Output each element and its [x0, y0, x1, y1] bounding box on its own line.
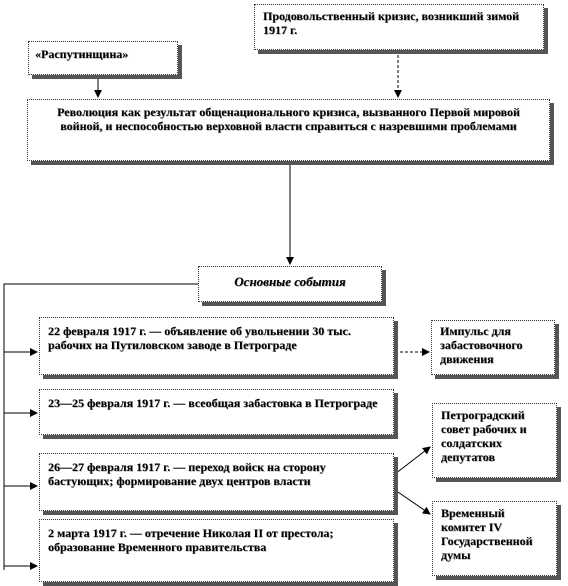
box-petrograd-soviet — [432, 403, 557, 478]
provisional-committee-text: Временный комитет IV Государственной думы — [441, 506, 533, 562]
box-impulse — [431, 320, 555, 375]
box-event-2 — [39, 389, 394, 435]
arrow-event-3-to-committee — [395, 490, 430, 514]
box-rasputinshchina — [28, 41, 178, 75]
impulse-text: Импульс для забастовочного движения — [440, 324, 523, 366]
box-event-3 — [39, 453, 394, 511]
box-event-1 — [39, 317, 394, 375]
petrograd-soviet-text: Петроградский совет рабочих и солдатских депутатов — [441, 408, 527, 464]
event-3-text: 26—27 февраля 1917 г. — переход войск на сторону бастующих; формирование двух центров власти — [48, 460, 326, 488]
box-main-events — [198, 266, 382, 302]
main-events-text: Основные события — [234, 274, 346, 289]
event-1-text: 22 февраля 1917 г. — объявление об увольнении 30 тыс. рабочих на Путиловском заводе в Петрограде — [48, 324, 351, 352]
revolution-text: Революция как результат общенационального кризиса, вызванного Первой мировой войной, и неспособностью верховной власти справиться с назревшими проблемами — [57, 105, 520, 133]
box-provisional-committee — [432, 501, 557, 576]
box-food-crisis — [254, 4, 544, 50]
event-2-text: 23—25 февраля 1917 г. — всеобщая забастовка в Петрограде — [48, 396, 378, 410]
rasputinshchina-text: «Распутинщина» — [35, 47, 129, 61]
event-4-text: 2 марта 1917 г. — отречение Николая II от престола; образование Временного правительства — [48, 526, 334, 554]
arrow-event-3-to-soviet — [395, 447, 430, 474]
box-event-4 — [39, 519, 394, 582]
box-revolution — [27, 99, 550, 161]
food-crisis-text: Продовольственный кризис, возникший зимой 1917 г. — [263, 9, 520, 37]
